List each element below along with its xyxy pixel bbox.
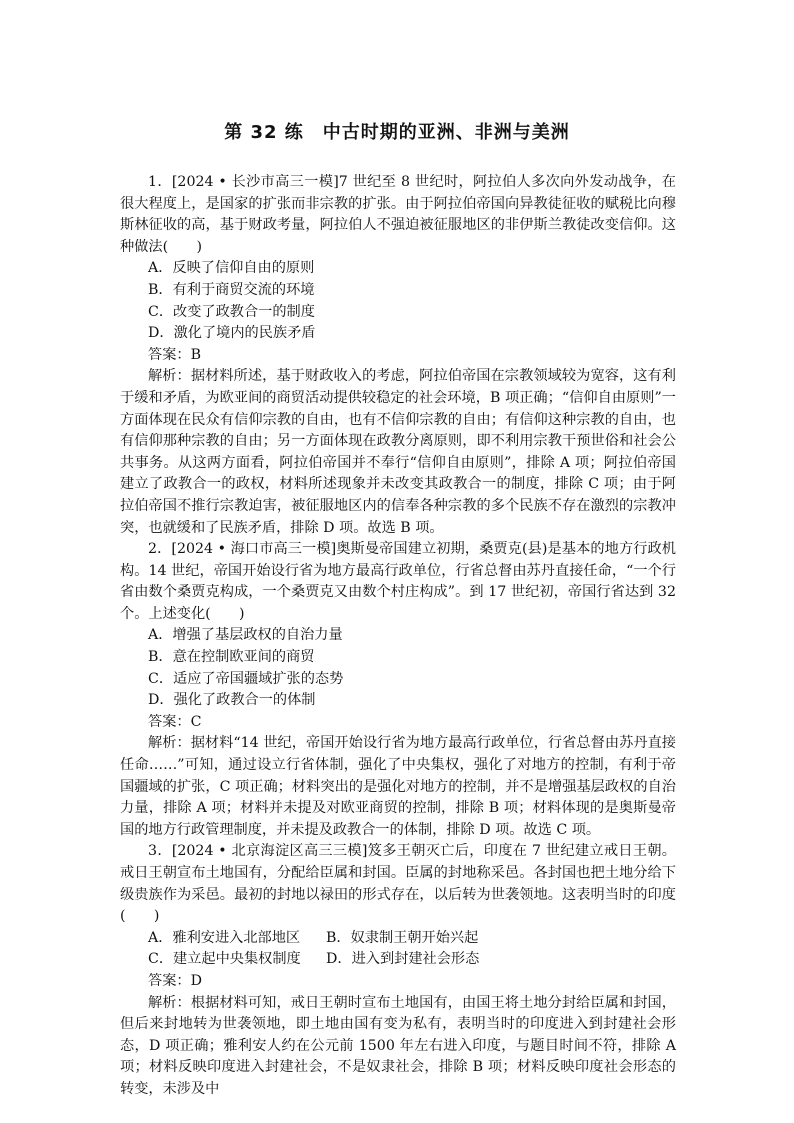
question-3-options-row-1 bbox=[120, 928, 676, 950]
question-list bbox=[120, 172, 676, 1101]
question-2-analysis: 解析：据材料“14 世纪，帝国开始设行省为地方最高行政单位，行省总督由苏丹直接任命……”可知，通过设立行省体制，强化了中央集权，强化了对地方的控制，有利于帝国疆域的扩张，C 项正确；材料突出的是强化对地方的控制，并不是增强基层政权的自治力量，排除 A 项；材料并未提及对欧亚商贸的控制，排除 B 项；材料体现的是奥斯曼帝国的地方行政管理制度，并未提及政教合一的体制，排除 D 项。故选 C 项。 bbox=[120, 735, 676, 838]
question-1-stem: 1．[2024 • 长沙市高三一模]7 世纪至 8 世纪时，阿拉伯人多次向外发动战争，在很大程度上，是国家的扩张而非宗教的扩张。由于阿拉伯帝国向异教徒征收的赋税比向穆斯林征收的高，基于财政考量，阿拉伯人不强迫被征服地区的非伊斯兰教徒改变信仰。这种做法( ) bbox=[120, 174, 676, 255]
question-3-option-d: D．进入到封建社会形态 bbox=[326, 951, 480, 968]
question-2-stem: 2．[2024 • 海口市高三一模]奥斯曼帝国建立初期，桑贾克(县)是基本的地方行政机构。14 世纪，帝国开始设行省为地方最高行政单位，行省总督由苏丹直接任命，“一个行省由数个桑贾克构成，一个桑贾克又由数个村庄构成”。到 17 世纪初，帝国行省达到 32 个。上述变化( ) bbox=[120, 541, 676, 622]
question-2-option-d: D．强化了政教合一的体制 bbox=[148, 692, 316, 709]
question-1-answer: 答案：B bbox=[148, 346, 201, 363]
question-2-option-b: B．意在控制欧亚间的商贸 bbox=[148, 649, 315, 666]
question-3-answer: 答案：D bbox=[148, 972, 202, 989]
question-1-option-b: B．有利于商贸交流的环境 bbox=[148, 281, 315, 298]
question-2-option-a: A．增强了基层政权的自治力量 bbox=[148, 627, 343, 644]
question-1-analysis: 解析：据材料所述，基于财政收入的考虑，阿拉伯帝国在宗教领域较为宽容，这有利于缓和矛盾，为欧亚间的商贸活动提供较稳定的社会环境，B 项正确；“信仰自由原则”一方面体现在民众有信仰宗教的自由，也有不信仰宗教的自由；有信仰这种宗教的自由，也有信仰那种宗教的自由；另一方面体现在政教分离原则，即不利用宗教干预世俗和社会公共事务。从这两方面看，阿拉伯帝国并不奉行“信仰自由原则”，排除 A 项；阿拉伯帝国建立了政教合一的政权，材料所述现象并未改变其政教合一的制度，排除 C 项；由于阿拉伯帝国不推行宗教迫害，被征服地区内的信奉各种宗教的多个民族不存在激烈的宗教冲突，也就缓和了民族矛盾，排除 D 项。故选 B 项。 bbox=[120, 368, 676, 536]
question-1-option-a: A．反映了信仰自由的原则 bbox=[148, 260, 315, 277]
question-1-option-d: D．激化了境内的民族矛盾 bbox=[148, 325, 316, 342]
question-3-option-a: A．雅利安进入北部地区 bbox=[148, 929, 301, 946]
question-1-option-c: C．改变了政教合一的制度 bbox=[148, 303, 315, 320]
page-title: 第 32 练 中古时期的亚洲、非洲与美洲 bbox=[224, 122, 570, 143]
question-3-option-b: B．奴隶制王朝开始兴起 bbox=[326, 929, 479, 946]
question-3-option-c: C．建立起中央集权制度 bbox=[148, 951, 301, 968]
question-2-option-c: C．适应了帝国疆域扩张的态势 bbox=[148, 670, 344, 687]
question-3-analysis: 解析：根据材料可知，戒日王朝时宣布土地国有，由国王将土地分封给臣属和封国，但后来封地转为世袭领地，即土地由国有变为私有，表明当时的印度进入到封建社会形态，D 项正确；雅利安人约在公元前 1500 年左右进入印度，与题目时间不符，排除 A 项；材料反映印度进入封建社会，不是奴隶社会，排除 B 项；材料反映印度社会形态的转变，未涉及中 bbox=[120, 994, 676, 1097]
question-3-stem: 3．[2024 • 北京海淀区高三三模]笈多王朝灭亡后，印度在 7 世纪建立戒日王朝。戒日王朝宣布土地国有，分配给臣属和封国。臣属的封地称采邑。各封国也把土地分给下级贵族作为采邑。最初的封地以禄田的形式存在，以后转为世袭领地。这表明当时的印度( ) bbox=[120, 843, 676, 925]
question-2-answer: 答案：C bbox=[148, 713, 202, 730]
question-3-options-row-2 bbox=[120, 949, 676, 971]
